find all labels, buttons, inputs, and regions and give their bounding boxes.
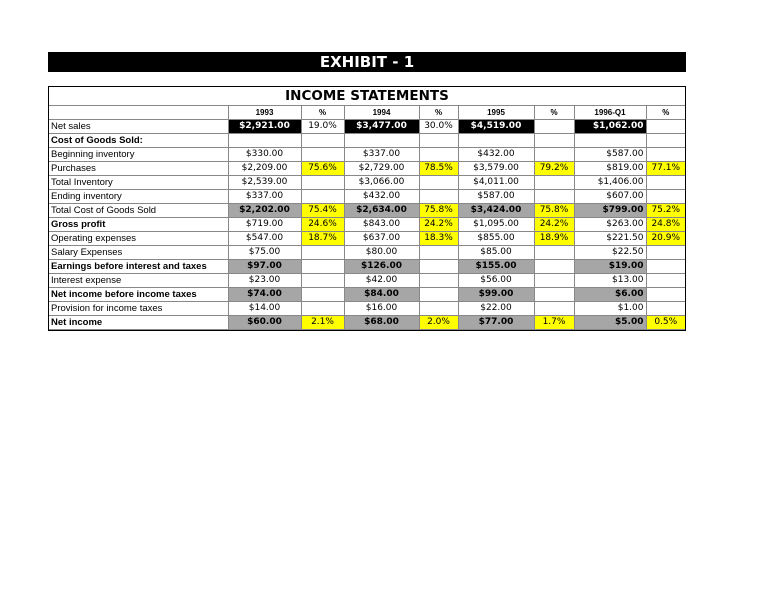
amount-cell: $4,011.00 bbox=[458, 176, 534, 190]
percent-cell bbox=[301, 288, 344, 302]
percent-cell: 75.8% bbox=[419, 204, 458, 218]
header-row bbox=[49, 106, 685, 120]
amount-cell: $843.00 bbox=[344, 218, 419, 232]
amount-cell: $3,477.00 bbox=[344, 120, 419, 134]
column-header bbox=[49, 106, 228, 120]
amount-cell: $637.00 bbox=[344, 232, 419, 246]
amount-cell: $42.00 bbox=[344, 274, 419, 288]
table-row bbox=[49, 162, 685, 176]
column-header: % bbox=[646, 106, 685, 120]
amount-cell: $80.00 bbox=[344, 246, 419, 260]
amount-cell: $2,921.00 bbox=[228, 120, 301, 134]
percent-cell bbox=[646, 302, 685, 316]
percent-cell bbox=[534, 260, 574, 274]
table-title: INCOME STATEMENTS bbox=[49, 87, 685, 106]
amount-cell bbox=[574, 134, 646, 148]
percent-cell bbox=[646, 260, 685, 274]
table-row bbox=[49, 316, 685, 330]
amount-cell: $5.00 bbox=[574, 316, 646, 330]
percent-cell bbox=[419, 176, 458, 190]
percent-cell bbox=[419, 288, 458, 302]
percent-cell bbox=[534, 274, 574, 288]
percent-cell bbox=[646, 288, 685, 302]
percent-cell bbox=[301, 302, 344, 316]
amount-cell: $1,095.00 bbox=[458, 218, 534, 232]
amount-cell: $22.00 bbox=[458, 302, 534, 316]
amount-cell: $99.00 bbox=[458, 288, 534, 302]
amount-cell: $13.00 bbox=[574, 274, 646, 288]
percent-cell: 77.1% bbox=[646, 162, 685, 176]
table-row bbox=[49, 176, 685, 190]
amount-cell: $4,519.00 bbox=[458, 120, 534, 134]
amount-cell: $330.00 bbox=[228, 148, 301, 162]
column-header: % bbox=[301, 106, 344, 120]
amount-cell: $2,729.00 bbox=[344, 162, 419, 176]
percent-cell bbox=[534, 190, 574, 204]
table-row bbox=[49, 134, 685, 148]
percent-cell bbox=[646, 274, 685, 288]
table-row bbox=[49, 190, 685, 204]
percent-cell bbox=[301, 190, 344, 204]
row-label: Cost of Goods Sold: bbox=[49, 134, 228, 148]
table-row bbox=[49, 246, 685, 260]
amount-cell: $19.00 bbox=[574, 260, 646, 274]
amount-cell: $75.00 bbox=[228, 246, 301, 260]
row-label: Total Inventory bbox=[49, 176, 228, 190]
row-label: Net income bbox=[49, 316, 228, 330]
amount-cell: $2,209.00 bbox=[228, 162, 301, 176]
percent-cell bbox=[419, 148, 458, 162]
amount-cell: $607.00 bbox=[574, 190, 646, 204]
percent-cell bbox=[646, 176, 685, 190]
amount-cell: $855.00 bbox=[458, 232, 534, 246]
amount-cell bbox=[344, 134, 419, 148]
amount-cell: $155.00 bbox=[458, 260, 534, 274]
amount-cell: $432.00 bbox=[344, 190, 419, 204]
percent-cell: 79.2% bbox=[534, 162, 574, 176]
amount-cell: $85.00 bbox=[458, 246, 534, 260]
percent-cell bbox=[534, 302, 574, 316]
row-label: Operating expenses bbox=[49, 232, 228, 246]
amount-cell: $587.00 bbox=[574, 148, 646, 162]
amount-cell: $74.00 bbox=[228, 288, 301, 302]
percent-cell bbox=[534, 288, 574, 302]
amount-cell: $77.00 bbox=[458, 316, 534, 330]
amount-cell: $3,579.00 bbox=[458, 162, 534, 176]
row-label: Provision for income taxes bbox=[49, 302, 228, 316]
amount-cell: $1,406.00 bbox=[574, 176, 646, 190]
column-header: 1995 bbox=[458, 106, 534, 120]
percent-cell bbox=[419, 274, 458, 288]
percent-cell bbox=[534, 148, 574, 162]
percent-cell: 18.3% bbox=[419, 232, 458, 246]
amount-cell: $23.00 bbox=[228, 274, 301, 288]
row-label: Purchases bbox=[49, 162, 228, 176]
table-row bbox=[49, 260, 685, 274]
percent-cell: 30.0% bbox=[419, 120, 458, 134]
column-header: 1993 bbox=[228, 106, 301, 120]
amount-cell: $126.00 bbox=[344, 260, 419, 274]
percent-cell: 75.8% bbox=[534, 204, 574, 218]
row-label: Interest expense bbox=[49, 274, 228, 288]
percent-cell bbox=[534, 134, 574, 148]
amount-cell: $1,062.00 bbox=[574, 120, 646, 134]
amount-cell: $68.00 bbox=[344, 316, 419, 330]
row-label: Total Cost of Goods Sold bbox=[49, 204, 228, 218]
percent-cell: 20.9% bbox=[646, 232, 685, 246]
income-grid bbox=[49, 106, 685, 330]
percent-cell bbox=[419, 246, 458, 260]
percent-cell bbox=[301, 246, 344, 260]
row-label: Net income before income taxes bbox=[49, 288, 228, 302]
table-row bbox=[49, 274, 685, 288]
percent-cell bbox=[534, 176, 574, 190]
percent-cell bbox=[419, 302, 458, 316]
amount-cell: $819.00 bbox=[574, 162, 646, 176]
amount-cell: $2,539.00 bbox=[228, 176, 301, 190]
percent-cell: 24.8% bbox=[646, 218, 685, 232]
table-row bbox=[49, 232, 685, 246]
column-header: % bbox=[419, 106, 458, 120]
table-row bbox=[49, 204, 685, 218]
income-statement-table bbox=[48, 86, 686, 331]
percent-cell: 18.9% bbox=[534, 232, 574, 246]
percent-cell bbox=[419, 260, 458, 274]
percent-cell: 18.7% bbox=[301, 232, 344, 246]
amount-cell: $719.00 bbox=[228, 218, 301, 232]
percent-cell bbox=[301, 148, 344, 162]
amount-cell: $97.00 bbox=[228, 260, 301, 274]
amount-cell: $337.00 bbox=[228, 190, 301, 204]
percent-cell bbox=[534, 246, 574, 260]
amount-cell: $2,634.00 bbox=[344, 204, 419, 218]
amount-cell: $2,202.00 bbox=[228, 204, 301, 218]
amount-cell: $1.00 bbox=[574, 302, 646, 316]
row-label: Beginning inventory bbox=[49, 148, 228, 162]
amount-cell: $337.00 bbox=[344, 148, 419, 162]
percent-cell bbox=[646, 148, 685, 162]
row-label: Salary Expenses bbox=[49, 246, 228, 260]
amount-cell: $16.00 bbox=[344, 302, 419, 316]
amount-cell: $84.00 bbox=[344, 288, 419, 302]
percent-cell bbox=[646, 246, 685, 260]
row-label: Ending inventory bbox=[49, 190, 228, 204]
percent-cell: 2.1% bbox=[301, 316, 344, 330]
table-row bbox=[49, 148, 685, 162]
percent-cell bbox=[301, 134, 344, 148]
amount-cell: $3,066.00 bbox=[344, 176, 419, 190]
amount-cell: $799.00 bbox=[574, 204, 646, 218]
table-row bbox=[49, 120, 685, 134]
percent-cell: 24.6% bbox=[301, 218, 344, 232]
amount-cell: $60.00 bbox=[228, 316, 301, 330]
table-row bbox=[49, 218, 685, 232]
amount-cell: $6.00 bbox=[574, 288, 646, 302]
percent-cell bbox=[534, 120, 574, 134]
percent-cell: 1.7% bbox=[534, 316, 574, 330]
amount-cell bbox=[228, 134, 301, 148]
percent-cell bbox=[646, 190, 685, 204]
table-row bbox=[49, 288, 685, 302]
percent-cell bbox=[301, 274, 344, 288]
percent-cell: 75.2% bbox=[646, 204, 685, 218]
exhibit-title: EXHIBIT - 1 bbox=[48, 52, 686, 72]
percent-cell bbox=[646, 134, 685, 148]
percent-cell: 24.2% bbox=[534, 218, 574, 232]
amount-cell: $3,424.00 bbox=[458, 204, 534, 218]
amount-cell bbox=[458, 134, 534, 148]
percent-cell bbox=[419, 134, 458, 148]
amount-cell: $263.00 bbox=[574, 218, 646, 232]
percent-cell: 0.5% bbox=[646, 316, 685, 330]
amount-cell: $221.50 bbox=[574, 232, 646, 246]
amount-cell: $432.00 bbox=[458, 148, 534, 162]
percent-cell: 78.5% bbox=[419, 162, 458, 176]
percent-cell bbox=[419, 190, 458, 204]
column-header: 1996-Q1 bbox=[574, 106, 646, 120]
amount-cell: $56.00 bbox=[458, 274, 534, 288]
column-header: % bbox=[534, 106, 574, 120]
percent-cell: 19.0% bbox=[301, 120, 344, 134]
row-label: Net sales bbox=[49, 120, 228, 134]
amount-cell: $587.00 bbox=[458, 190, 534, 204]
table-row bbox=[49, 302, 685, 316]
row-label: Gross profit bbox=[49, 218, 228, 232]
column-header: 1994 bbox=[344, 106, 419, 120]
percent-cell: 75.6% bbox=[301, 162, 344, 176]
percent-cell: 2.0% bbox=[419, 316, 458, 330]
percent-cell: 24.2% bbox=[419, 218, 458, 232]
amount-cell: $14.00 bbox=[228, 302, 301, 316]
percent-cell bbox=[646, 120, 685, 134]
percent-cell: 75.4% bbox=[301, 204, 344, 218]
percent-cell bbox=[301, 260, 344, 274]
amount-cell: $547.00 bbox=[228, 232, 301, 246]
amount-cell: $22.50 bbox=[574, 246, 646, 260]
row-label: Earnings before interest and taxes bbox=[49, 260, 228, 274]
percent-cell bbox=[301, 176, 344, 190]
